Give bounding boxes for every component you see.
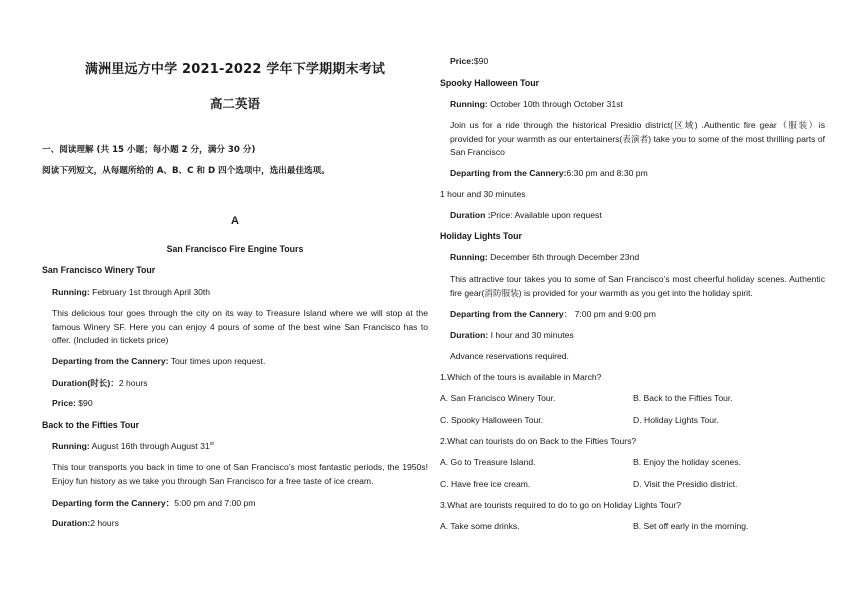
question-1-stem: 1.Which of the tours is available in March? [440, 372, 602, 382]
halloween-duration: Duration :Price: Available upon request [450, 210, 602, 220]
fifties-running: Running: August 16th through August 31st [52, 441, 214, 451]
question-3-stem: 3.What are tourists required to do to go on Holiday Lights Tour? [440, 500, 682, 510]
section-heading: 一、阅读理解 (共 15 小题；每小题 2 分，满分 30 分) [42, 145, 256, 155]
exam-subtitle: 高二英语 [209, 96, 260, 111]
q1-option-d: D. Holiday Lights Tour. [633, 415, 719, 425]
q1-option-a: A. San Francisco Winery Tour. [440, 393, 556, 403]
fifties-description: This tour transports you back in time to one of San Francisco’s most fantastic periods, the 1950s! Enjoy fun history as we take you through San Francisco for a free taste of ice cream. [52, 462, 428, 486]
q1-option-b: B. Back to the Fifties Tour. [633, 393, 733, 403]
q2-option-b: B. Enjoy the holiday scenes. [633, 457, 741, 467]
halloween-description: Join us for a ride through the historical Presidio district(区域) .Authentic fire gear（服装）is provided for your warmth as our entertainers(表演者) take you to some of the most thrilling parts of San Francisco [450, 120, 825, 157]
winery-running: Running: February 1st through April 30th [52, 287, 211, 297]
passage-letter: A [231, 215, 239, 227]
winery-duration: Duration(时长)：2 hours [52, 378, 148, 388]
passage-title: San Francisco Fire Engine Tours [166, 244, 304, 254]
instruction: 阅读下列短文，从每题所给的 A、B、C 和 D 四个选项中，选出最佳选项。 [42, 166, 330, 176]
holiday-advance-note: Advance reservations required. [450, 351, 569, 361]
halloween-running: Running: October 10th through October 31st [450, 99, 623, 109]
fifties-heading: Back to the Fifties Tour [42, 420, 140, 430]
exam-title: 满洲里远方中学 2021-2022 学年下学期期末考试 [84, 62, 386, 77]
holiday-departing: Departing from the Cannery： 7:00 pm and 9:00 pm [450, 309, 656, 319]
q3-option-b: B. Set off early in the morning. [633, 521, 749, 531]
q2-option-d: D. Visit the Presidio district. [633, 479, 738, 489]
holiday-running: Running: December 6th through December 23nd [450, 252, 640, 262]
halloween-heading: Spooky Halloween Tour [440, 78, 540, 88]
holiday-heading: Holiday Lights Tour [440, 231, 522, 241]
q2-option-c: C. Have free ice cream. [440, 479, 531, 489]
halloween-duration-line: 1 hour and 30 minutes [440, 189, 526, 199]
winery-heading: San Francisco Winery Tour [42, 265, 156, 275]
holiday-description: This attractive tour takes you to some of San Francisco’s most cheerful holiday scenes. Authentic fire gear(消防服装) is provided for your warmth as you get into the holiday spirit. [450, 274, 825, 298]
q2-option-a: A. Go to Treasure Island. [440, 457, 536, 467]
q1-option-c: C. Spooky Halloween Tour. [440, 415, 544, 425]
q3-option-a: A. Take some drinks. [440, 521, 520, 531]
holiday-duration: Duration: I hour and 30 minutes [450, 330, 574, 340]
winery-price: Price: $90 [52, 398, 93, 408]
fifties-departing: Departing form the Cannery：5:00 pm and 7:00 pm [52, 498, 256, 508]
fifties-duration: Duration:2 hours [52, 518, 119, 528]
winery-description: This delicious tour goes through the city on its way to Treasure Island where we will stop at the famous Winery SF. Here you can enjoy 4 pours of some of the best wine San Francisco has to offer. (Included in tickets price) [52, 308, 428, 345]
fifties-price: Price:$90 [450, 56, 489, 66]
halloween-departing: Departing from the Cannery:6:30 pm and 8:30 pm [450, 168, 648, 178]
question-2-stem: 2.What can tourists do on Back to the Fifties Tours? [440, 436, 637, 446]
winery-departing: Departing from the Cannery: Tour times upon request. [52, 356, 266, 366]
